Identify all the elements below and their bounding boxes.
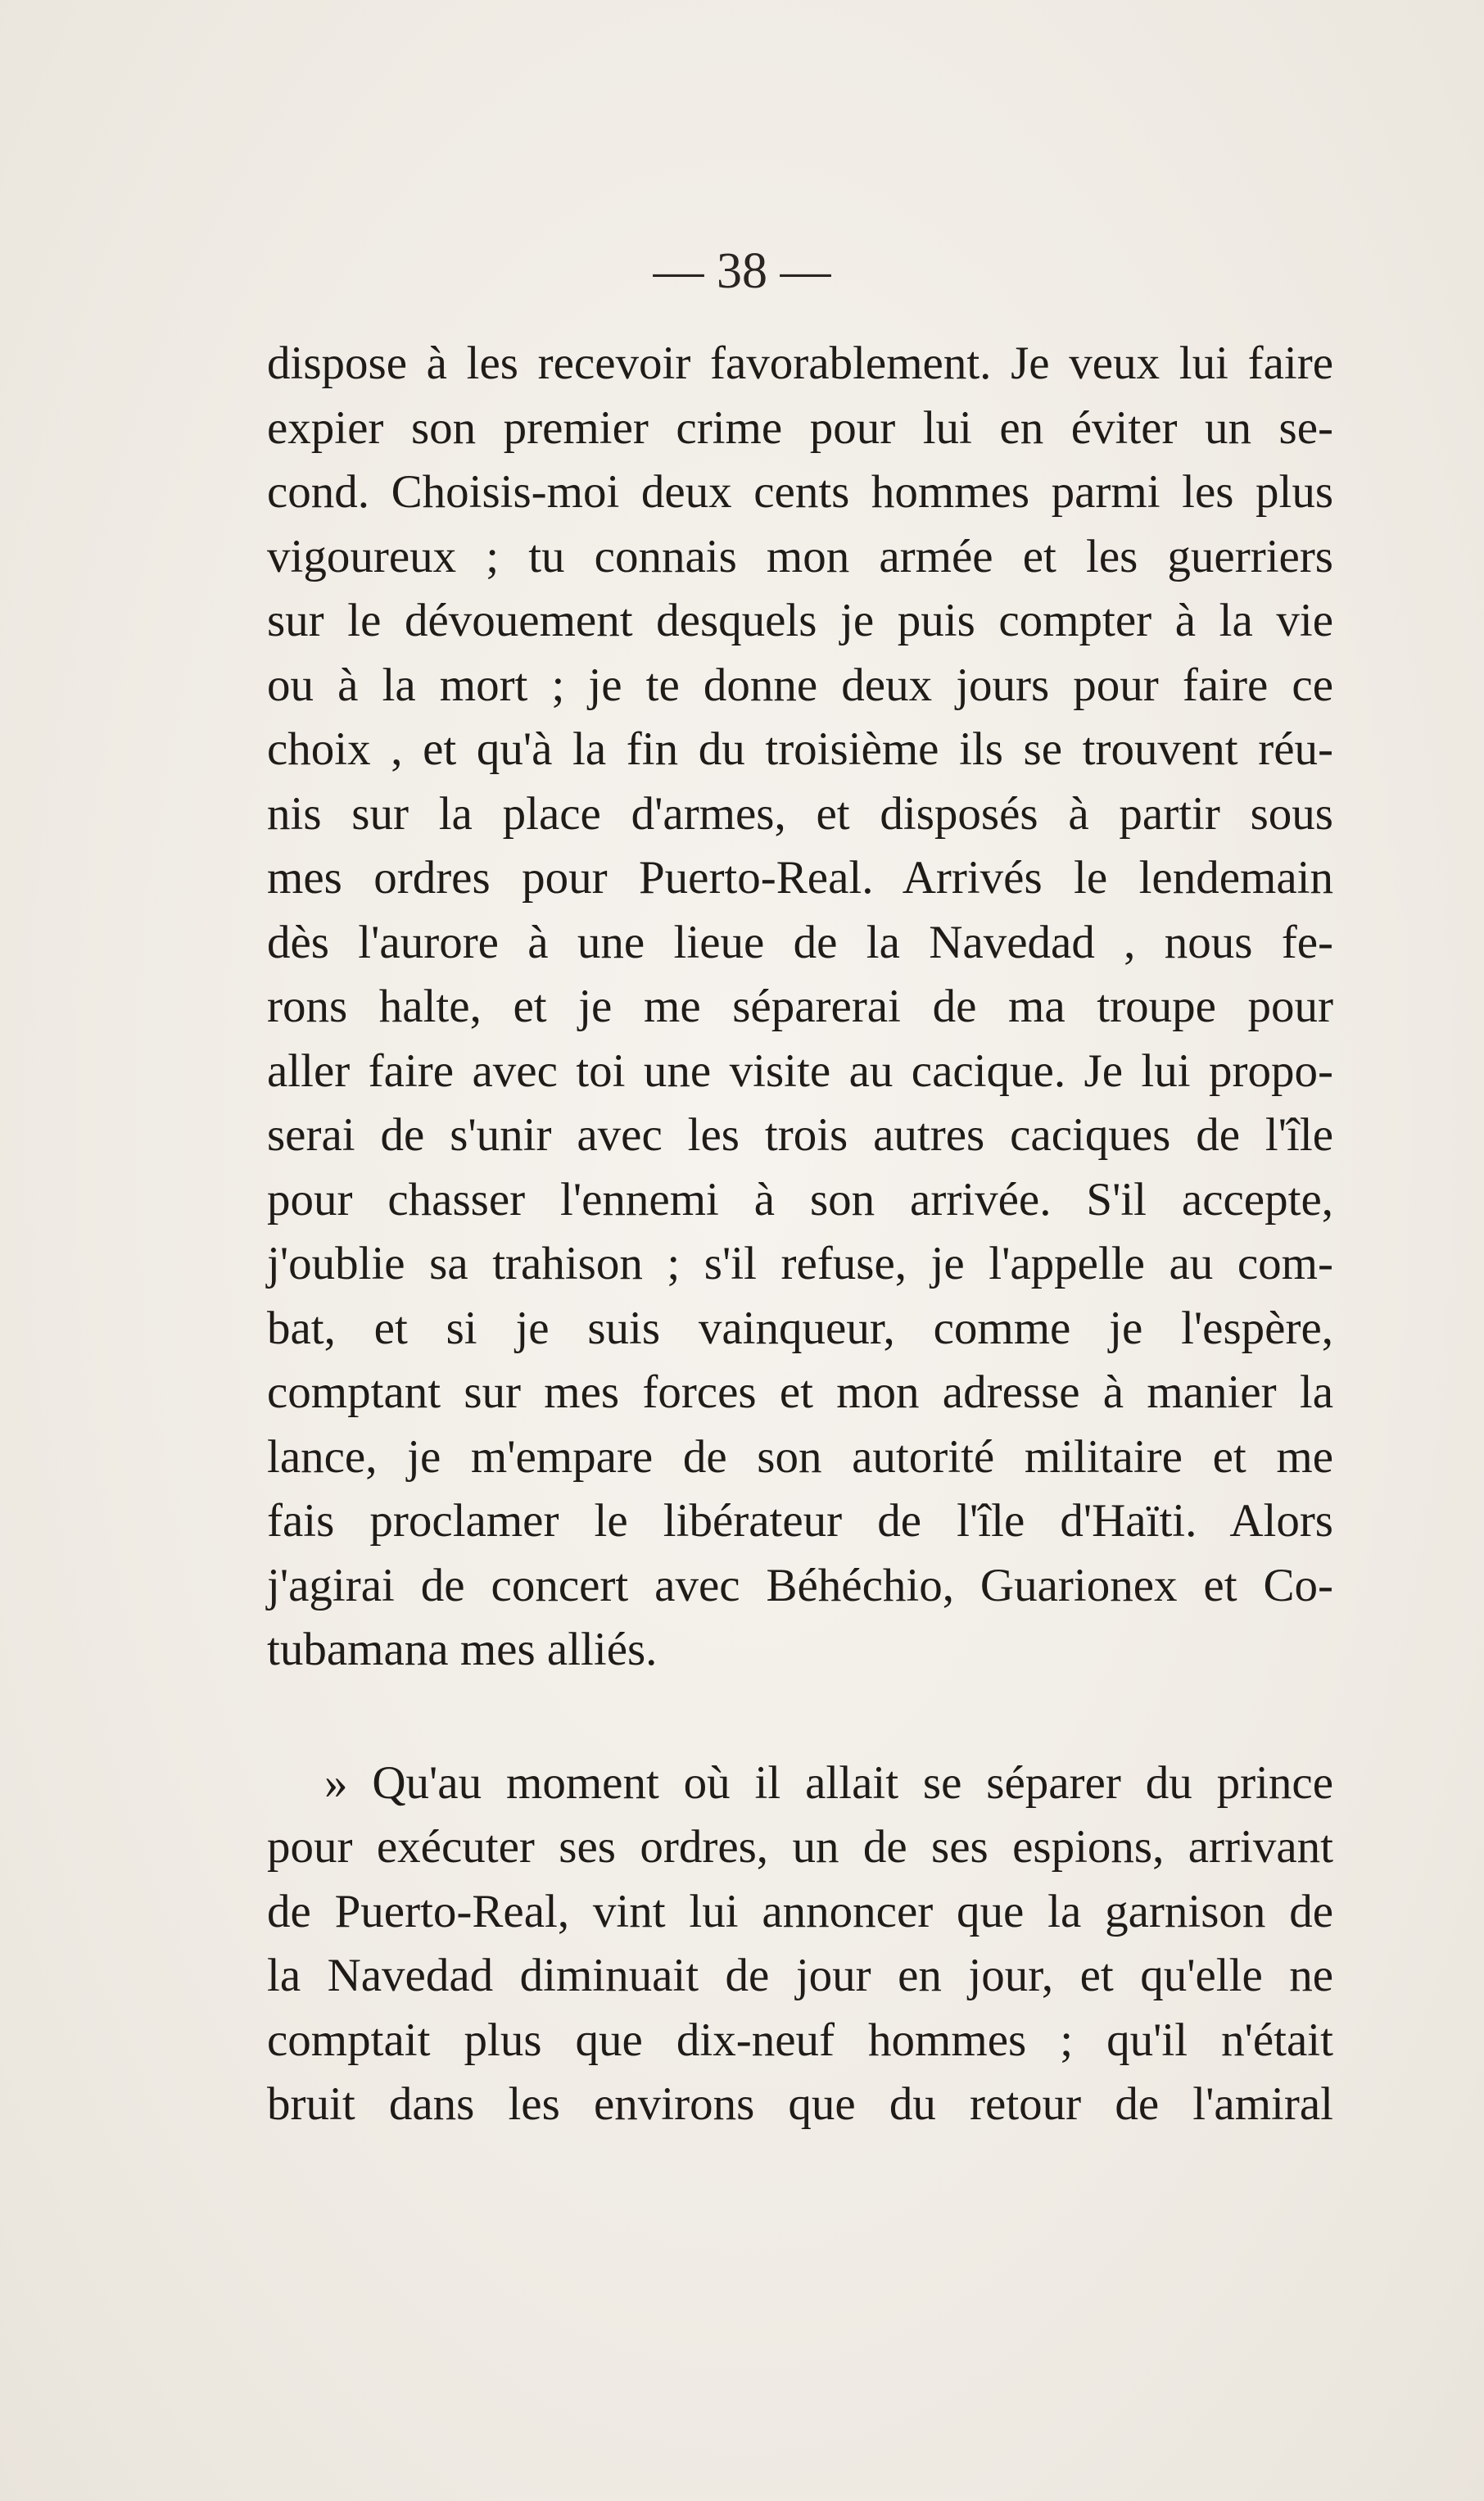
paragraph xyxy=(267,1751,1333,2137)
text-line: expier son premier crime pour lui en éviter un se- xyxy=(267,401,1333,454)
text-line: aller faire avec toi une visite au cacique. Je lui propo- xyxy=(267,1044,1333,1097)
text-line: pour chasser l'ennemi à son arrivée. S'il accepte, xyxy=(267,1173,1333,1226)
text-line: bruit dans les environs que du retour de l'amiral xyxy=(267,2078,1333,2130)
text-line: de Puerto-Real, vint lui annoncer que la garnison de xyxy=(267,1885,1333,1937)
text-line: serai de s'unir avec les trois autres caciques de l'île xyxy=(267,1109,1333,1161)
text-line: vigoureux ; tu connais mon armée et les guerriers xyxy=(267,530,1333,582)
text-line: » Qu'au moment où il allait se séparer du prince xyxy=(324,1756,1333,1809)
page-number: — 38 — xyxy=(653,243,831,299)
text-line: mes ordres pour Puerto-Real. Arrivés le lendemain xyxy=(267,852,1333,904)
body-text xyxy=(267,332,1333,2137)
text-line: nis sur la place d'armes, et disposés à partir sous xyxy=(267,787,1333,840)
text-line: dès l'aurore à une lieue de la Navedad , nous fe- xyxy=(267,916,1333,968)
text-line: comptait plus que dix-neuf hommes ; qu'il n'était xyxy=(267,2014,1333,2066)
text-line: pour exécuter ses ordres, un de ses espions, arrivant xyxy=(267,1821,1333,1873)
paragraph-spacer xyxy=(267,1683,1333,1751)
text-line: lance, je m'empare de son autorité militaire et me xyxy=(267,1430,1333,1483)
text-line: dispose à les recevoir favorablement. Je veux lui faire xyxy=(267,338,1333,389)
text-line: bat, et si je suis vainqueur, comme je l'espère, xyxy=(267,1302,1333,1354)
text-line: cond. Choisis-moi deux cents hommes parmi les plus xyxy=(267,466,1333,518)
text-line: sur le dévouement desquels je puis compter à la vie xyxy=(267,595,1333,646)
text-line: comptant sur mes forces et mon adresse à manier la xyxy=(267,1366,1333,1418)
text-line: j'oublie sa trahison ; s'il refuse, je l'appelle au com- xyxy=(267,1238,1333,1289)
text-line: ou à la mort ; je te donne deux jours pour faire ce xyxy=(267,659,1333,711)
text-line: fais proclamer le libérateur de l'île d'Haïti. Alors xyxy=(267,1495,1333,1547)
paragraph xyxy=(267,332,1333,1683)
text-line: tubamana mes alliés. xyxy=(267,1624,658,1675)
text-line: j'agirai de concert avec Béhéchio, Guarionex et Co- xyxy=(267,1559,1333,1611)
text-line: rons halte, et je me séparerai de ma troupe pour xyxy=(267,981,1333,1032)
text-line: la Navedad diminuait de jour en jour, et qu'elle ne xyxy=(267,1950,1333,2001)
text-line: choix , et qu'à la fin du troisième ils se trouvent réu- xyxy=(267,723,1333,775)
